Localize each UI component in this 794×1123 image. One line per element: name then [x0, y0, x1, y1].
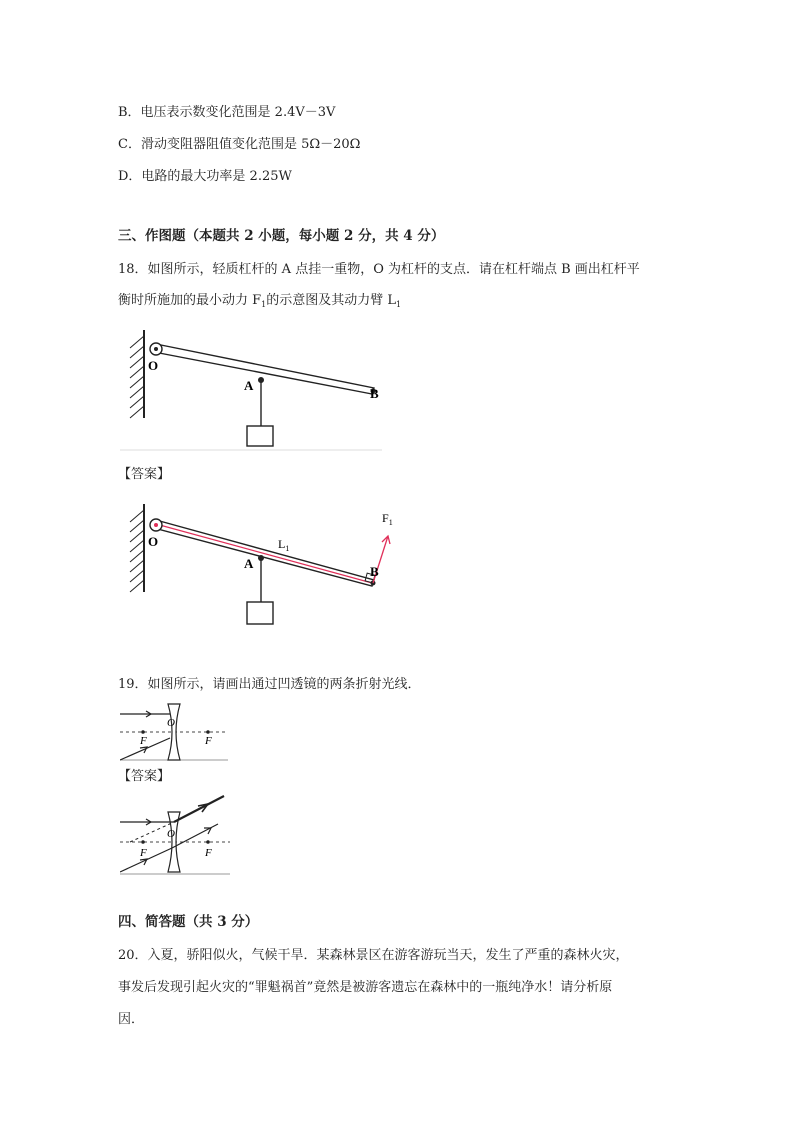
- q19-label-f-left: F: [140, 735, 147, 747]
- q18-lever-figure: [120, 322, 390, 454]
- q19-ans-label-o: O: [167, 828, 175, 840]
- option-b: B．电压表示数变化范围是 2.4V－3V: [118, 105, 336, 120]
- q19-ans-label-f-left: F: [140, 847, 147, 859]
- q19-ans-label-f-right: F: [205, 847, 212, 859]
- q18-answer-label: 【答案】: [118, 467, 171, 482]
- q18-ans-label-l: $L_1$: [278, 537, 290, 553]
- q18-label-b: B: [370, 386, 379, 401]
- q18-answer-figure: [120, 496, 400, 630]
- q18-ans-label-a: A: [244, 556, 254, 571]
- q18-ans-label-b: B: [370, 564, 379, 579]
- q19-lens-figure: [120, 702, 230, 764]
- option-d: D．电路的最大功率是 2.25W: [118, 169, 292, 184]
- q19-answer-label: 【答案】: [118, 769, 171, 784]
- q19-label-o: O: [167, 717, 175, 729]
- q20-line-2: 事发后发现引起火灾的“罪魁祸首”竟然是被游客遗忘在森林中的一瓶纯净水！请分析原: [118, 980, 613, 995]
- q19-text: 19．如图所示，请画出通过凹透镜的两条折射光线．: [118, 677, 421, 692]
- section-4-heading: 四、简答题（共 3 分）: [118, 914, 259, 930]
- q18-label-o: O: [148, 358, 159, 373]
- lever-arm-l1-line: [156, 524, 372, 583]
- refracted-ray-1: [174, 796, 224, 822]
- section-3-heading: 三、作图题（本题共 2 小题，每小题 2 分，共 4 分）: [118, 228, 445, 244]
- q18-ans-label-f: $F_1$: [382, 511, 393, 527]
- q20-line-1: 20．入夏，骄阳似火，气候干旱．某森林景区在游客游玩当天，发生了严重的森林火灾，: [118, 948, 629, 963]
- q18-label-a: A: [244, 378, 254, 393]
- q20-line-3: 因．: [118, 1012, 145, 1027]
- q19-answer-figure: [120, 794, 232, 876]
- q18-line-2: 衡时所施加的最小动力 $F_1$的示意图及其动力臂 $L_1$: [118, 293, 402, 309]
- q18-ans-label-o: O: [148, 534, 159, 549]
- q18-line-1: 18．如图所示，轻质杠杆的 A 点挂一重物，O 为杠杆的支点．请在杠杆端点 B 画出杠杆平: [118, 262, 640, 277]
- q19-label-f-right: F: [205, 735, 212, 747]
- option-c: C．滑动变阻器阻值变化范围是 5Ω－20Ω: [118, 137, 361, 152]
